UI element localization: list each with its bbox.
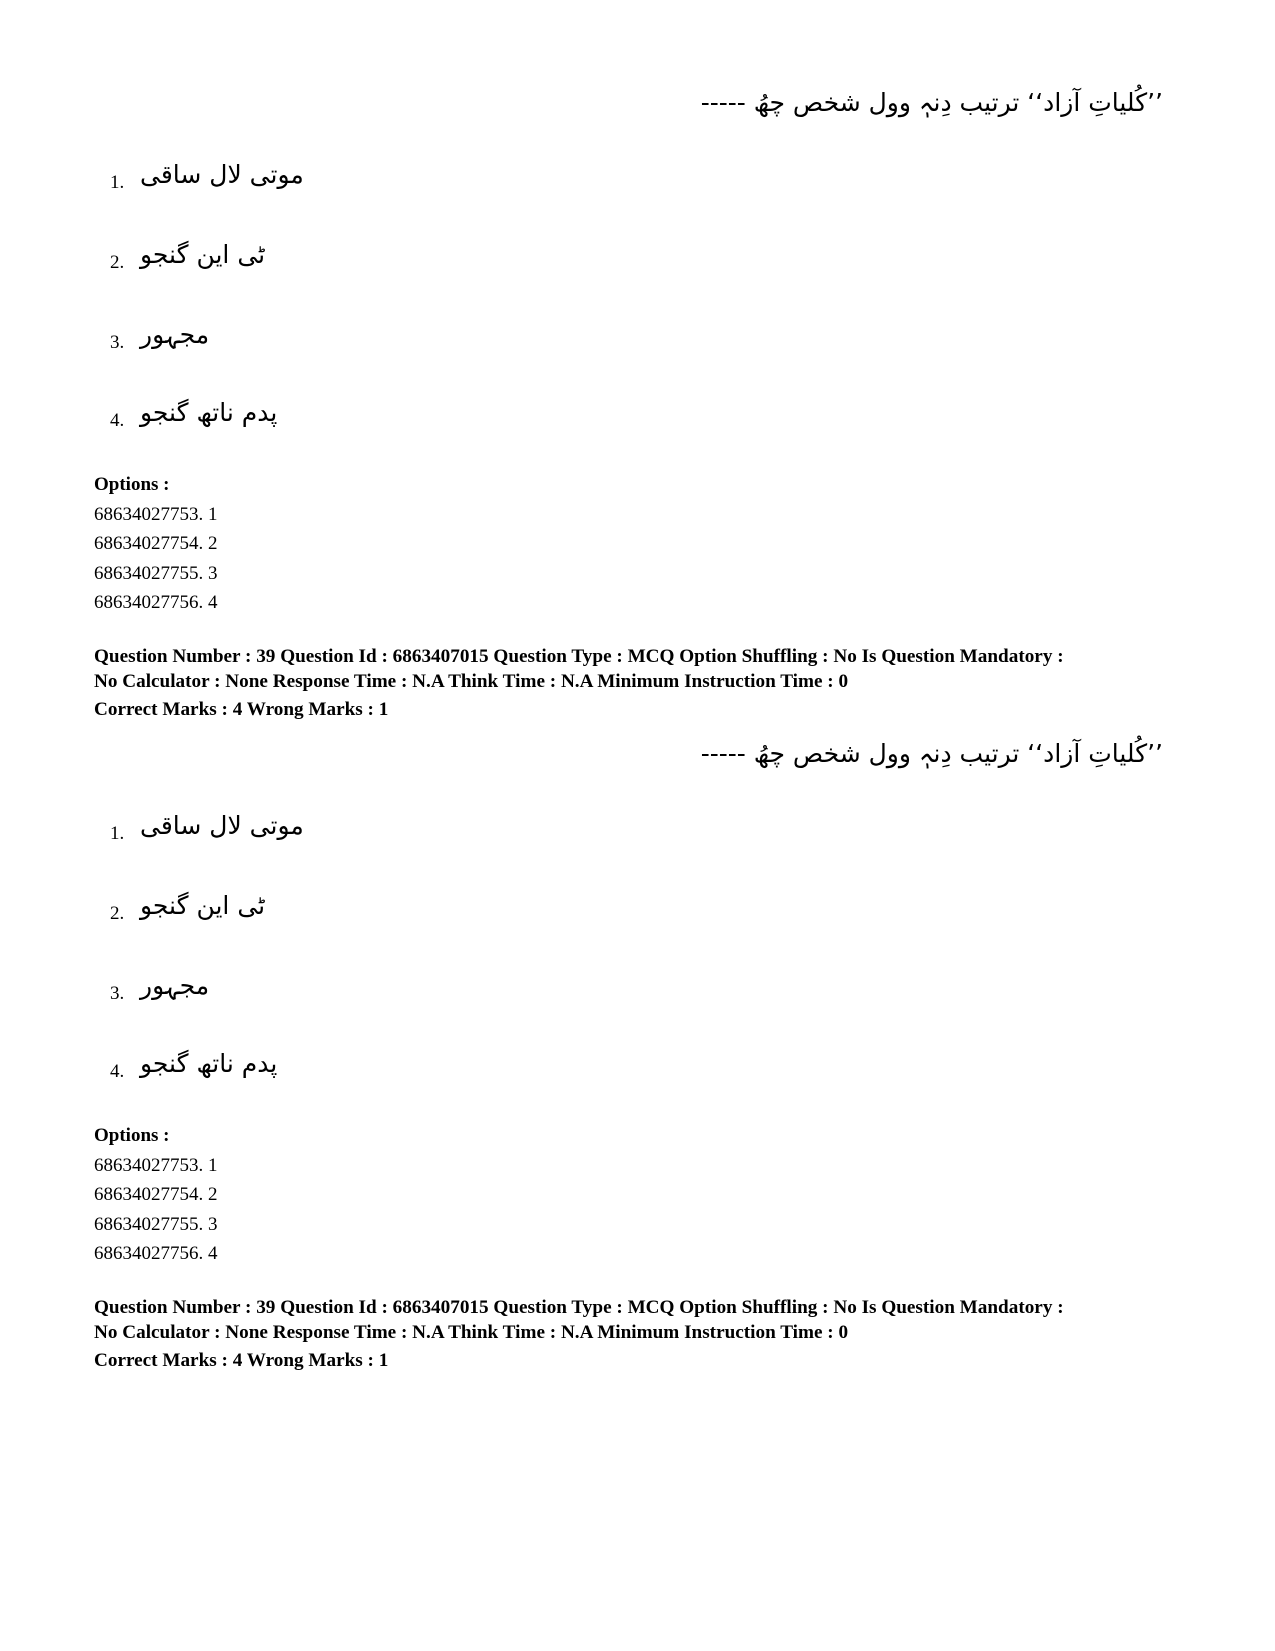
- choice-text: ٹی این گنجو: [140, 240, 266, 269]
- question-meta: [94, 1296, 1184, 1374]
- choice-number: 1.: [110, 172, 125, 193]
- choice-number: 1.: [110, 823, 125, 844]
- options-heading: Options :: [94, 474, 170, 495]
- meta-line: Question Number : 39 Question Id : 6863407015 Question Type : MCQ Option Shuffling : No Is Question Mandatory :: [94, 1297, 1064, 1318]
- choice-text: پدم ناتھ گنجو: [140, 1049, 278, 1078]
- meta-line: Question Number : 39 Question Id : 6863407015 Question Type : MCQ Option Shuffling : No Is Question Mandatory :: [94, 646, 1064, 667]
- choice-number: 2.: [110, 252, 125, 273]
- option-item: 68634027755. 3: [94, 1213, 218, 1235]
- choice-number: 3.: [110, 332, 125, 353]
- options-heading: Options :: [94, 1125, 170, 1146]
- marks-line: Correct Marks : 4 Wrong Marks : 1: [94, 1350, 389, 1371]
- options-list: [94, 470, 218, 618]
- question-block-2: [0, 651, 1275, 1371]
- question-text: ’’کُلیاتِ آزاد‘‘ ترتیب دِنہٖ وول شخص چھُ -----: [700, 88, 1163, 117]
- choice-text: مجہور: [140, 320, 210, 349]
- meta-line: No Calculator : None Response Time : N.A Think Time : N.A Minimum Instruction Time : 0: [94, 670, 849, 692]
- choice-text: موتی لال ساقی: [140, 160, 304, 189]
- choice-number: 2.: [110, 903, 125, 924]
- choice-number: 3.: [110, 983, 125, 1004]
- option-item: 68634027756. 4: [94, 592, 218, 613]
- question-block-1: [0, 0, 1275, 720]
- choice-number: 4.: [110, 410, 125, 431]
- choice-text: ٹی این گنجو: [140, 891, 266, 920]
- choice-number: 4.: [110, 1061, 125, 1082]
- meta-line: No Calculator : None Response Time : N.A Think Time : N.A Minimum Instruction Time : 0: [94, 1321, 849, 1343]
- choice-text: مجہور: [140, 971, 210, 1000]
- choice-text: پدم ناتھ گنجو: [140, 398, 278, 427]
- option-item: 68634027753. 1: [94, 1154, 218, 1176]
- choice-text: موتی لال ساقی: [140, 811, 304, 840]
- marks-line: Correct Marks : 4 Wrong Marks : 1: [94, 699, 389, 720]
- option-item: 68634027756. 4: [94, 1243, 218, 1264]
- option-item: 68634027754. 2: [94, 533, 218, 554]
- option-item: 68634027754. 2: [94, 1184, 218, 1205]
- options-list: [94, 1121, 218, 1269]
- option-item: 68634027753. 1: [94, 503, 218, 525]
- option-item: 68634027755. 3: [94, 562, 218, 584]
- question-text: ’’کُلیاتِ آزاد‘‘ ترتیب دِنہٖ وول شخص چھُ -----: [700, 739, 1163, 768]
